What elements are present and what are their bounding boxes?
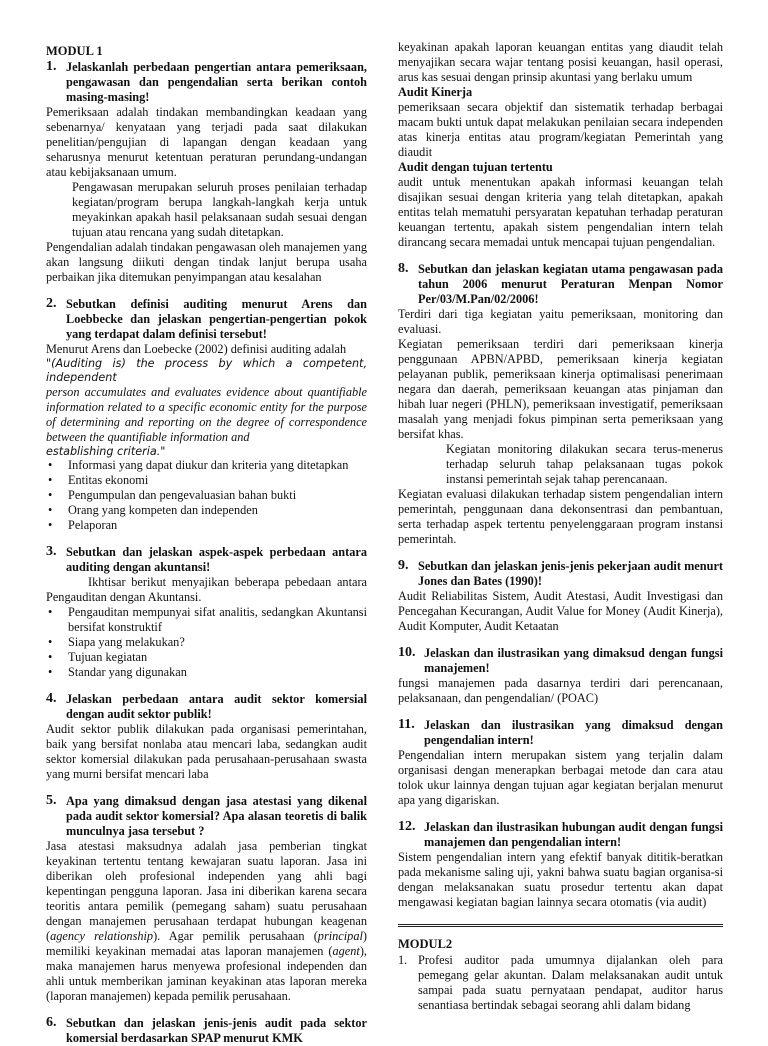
answer-paragraph: Pemeriksaan adalah tindakan membandingkan keadaan yang sebenarnya/ kenyataan yang terjadi pada saat dilakukan penelitian/pengujian di lapangan dengan keadaan yang seharusnya menurut ketentuan peraturan perundang-undangan atau kebijaksanaan umum. [46, 105, 367, 180]
question-number: 9. [398, 558, 409, 573]
answer-text: ). Agar pemilik perusahaan ( [153, 929, 318, 944]
question-number: 12. [398, 819, 416, 834]
list-item: • Informasi yang dapat diukur dan kriteria yang ditetapkan [68, 458, 367, 473]
question-number: 10. [398, 645, 416, 660]
list-item: • Orang yang kompeten dan independen [68, 503, 367, 518]
list-item: • Siapa yang melakukan? [68, 635, 367, 650]
list-item: • Tujuan kegiatan [68, 650, 367, 665]
question-1 [46, 60, 367, 105]
question-11 [398, 718, 723, 748]
answer-paragraph: Kegiatan pemeriksaan terdiri dari pemeriksaan kinerja penggunaan APBN/APBD, pemeriksaan kinerja kegiatan pelayanan publik, pemeriksaan kinerja optimalisasi penerimaan negara dan daerah, pemeriksaan keuangan atas pinjaman dan hibah luar negeri (PHLN), pemeriksaan investigatif, pemeriksaan masalah yang menjadi fokus pimpinan serta pemeriksaan yang bersifat khas. [398, 337, 723, 441]
question-text: Sebutkan dan jelaskan jenis-jenis pekerjaan audit menurt Jones dan Bates (1990)! [418, 559, 723, 588]
list-item [398, 953, 723, 1013]
question-text: Sebutkan definisi auditing menurut Arens dan Loebbecke dan jelaskan pengertian-pengertian pokok yang terdapat dalam definisi tersebut! [66, 297, 367, 342]
question-number: 4. [46, 691, 57, 707]
list-item: • Standar yang digunakan [68, 665, 367, 680]
answer-paragraph: keyakinan apakah laporan keuangan entitas yang diaudit telah menyajikan secara wajar tentang posisi keuangan, hasil operasi, arus kas sesuai dengan prinsip akuntasi yang berlaku umum [398, 40, 723, 84]
question-text: Sebutkan dan jelaskan kegiatan utama pengawasan pada tahun 2006 menurut Peraturan Menpan Nomor Per/03/M.Pan/02/2006! [418, 262, 723, 306]
section-divider [398, 924, 723, 927]
list-item: • Entitas ekonomi [68, 473, 367, 488]
question-3 [46, 545, 367, 575]
answer-paragraph: Audit sektor publik dilakukan pada organisasi pemerintahan, baik yang bersifat nonlaba atau mencari laba, sedangkan audit sektor komersial dilakukan pada perusahaan-perusahaan swasta yang murni bersifat mencari laba [46, 722, 367, 782]
question-number: 3. [46, 544, 57, 560]
question-number: 8. [398, 261, 409, 276]
answer-paragraph: Terdiri dari tiga kegiatan yaitu pemeriksaan, monitoring dan evaluasi. [398, 307, 723, 336]
right-column [398, 40, 723, 1013]
list-item: • Pengauditan mempunyai sifat analitis, sedangkan Akuntansi bersifat konstruktif [68, 605, 367, 635]
question-number: 2. [46, 296, 57, 312]
question-6 [46, 1016, 367, 1046]
question-9 [398, 559, 723, 589]
answer-paragraph: Sistem pengendalian intern yang efektif banyak dititik-beratkan pada mekanisme saling uji, yakni bahwa suatu bagian organisa-si dengan melaksanakan suatu prosedur tertentu akan dapat mengawasi kegiatan bagian lainnya secara otomatis (via audit) [398, 850, 723, 909]
subheading: Audit Kinerja [398, 85, 473, 99]
bullet-list [46, 605, 367, 680]
item-number: 1. [398, 953, 408, 968]
answer-text: Ikhtisar berikut menyajikan beberapa pebedaan antara Pengauditan dengan Akuntansi. [46, 575, 367, 605]
question-text: Jelaskan perbedaan antara audit sektor komersial dengan audit sektor publik! [66, 692, 367, 722]
left-column [46, 40, 367, 1046]
question-text: Jelaskan dan ilustrasikan yang dimaksud dengan pengendalian intern! [424, 718, 723, 747]
answer-paragraph: audit untuk menentukan apakah informasi keuangan telah disajikan sesuai dengan kriteria yang telah ditetapkan, apakah entitas telah mematuhi persyaratan kepatuhan terhadap peraturan keuangan tertentu, apakah sistem pengendalian intern telah dirancang secara memadai untuk mencapai tujuan pengendalian. [398, 175, 723, 249]
question-number: 5. [46, 793, 57, 809]
module-2-title: MODUL2 [398, 937, 453, 951]
answer-text: ), maka manajemen harus menyewa profesional independen dan ahli untuk memberikan jaminan keyakinan atas laporan mereka (laporan manajemen) kepada pemilik perusahaan. [46, 944, 367, 1004]
answer-paragraph: Pengawasan merupakan seluruh proses penilaian terhadap kegiatan/program berupa langkah-langkah kerja untuk meyakinkan apakah hasil pelaksanaan sudah sesuai dengan tujuan atau rencana yang sudah ditetapkan. [72, 180, 367, 240]
answer-paragraph: Kegiatan monitoring dilakukan secara terus-menerus terhadap seluruh tahap pelaksanaan tugas pokok instansi pemerintah sejak tahap perencanaan. [446, 442, 723, 486]
answer-text: Jasa atestasi maksudnya adalah jasa pemberian tingkat keyakinan tertentu tentang kewajaran suatu laporan. Jasa ini diberikan oleh profesional independen yang ahli bagi kepentingan pengguna laporan. Jasa ini diberikan karena secara teoritis antara pemilik (pemegang saham) suatu perusahaan dengan manajemen perusahaan terdapat hubungan keagenan ( [46, 839, 367, 944]
term: agency relationship [50, 929, 154, 944]
question-10 [398, 646, 723, 676]
answer-paragraph [46, 575, 367, 605]
question-number: 6. [46, 1015, 57, 1031]
question-text: Jelaskanlah perbedaan pengertian antara pemeriksaan, pengawasan dan pengendalian serta berikan contoh masing-masing! [66, 60, 367, 105]
item-text: Profesi auditor pada umumnya dijalankan oleh para pemegang gelar akuntan. Dalam melaksanakan audit untuk sampai pada suatu pernyataan pendapat, auditor harus senantiasa bertindak sebagai seorang ahli dalam bidang [418, 953, 723, 1013]
answer-paragraph [46, 839, 367, 1004]
answer-paragraph: fungsi manajemen pada dasarnya terdiri dari perencanaan, pelaksanaan, dan pengendalian/ (POAC) [398, 676, 723, 705]
question-text: Jelaskan dan ilustrasikan hubungan audit dengan fungsi manajemen dan pengendalian intern! [424, 820, 723, 849]
answer-paragraph: Audit Reliabilitas Sistem, Audit Atestasi, Audit Investigasi dan Pencegahan Kecurangan, Audit Value for Money (Audit Kinerja), Audit Komputer, Audit Ketaatan [398, 589, 723, 633]
bullet-list [46, 458, 367, 533]
question-text: Sebutkan dan jelaskan jenis-jenis audit pada sektor komersial berdasarkan SPAP menurut KMK [66, 1016, 367, 1046]
question-5 [46, 794, 367, 839]
question-12 [398, 820, 723, 850]
question-2 [46, 297, 367, 342]
answer-text: ) memiliki keyakinan memadai atas laporan manajemen ( [46, 929, 367, 959]
question-4 [46, 692, 367, 722]
answer-paragraph: Pengendalian intern merupakan sistem yang terjalin dalam organisasi dengan menerapkan berbagai metode dan cara atau tolok ukur lainnya dengan tujuan agar kegiatan berjalan menurut apa yang digariskan. [398, 748, 723, 807]
answer-paragraph: Kegiatan evaluasi dilakukan terhadap sistem pengendalian intern pemerintah, penggunaan dana dekonsentrasi dan pembantuan, serta terhadap aspek tertentu penyelenggaraan program instansi pemerintah. [398, 487, 723, 546]
subheading: Audit dengan tujuan tertentu [398, 160, 553, 174]
quote-line: establishing criteria." [46, 444, 166, 458]
question-8 [398, 262, 723, 307]
question-number: 1. [46, 59, 57, 75]
question-text: Sebutkan dan jelaskan aspek-aspek perbedaan antara auditing dengan akuntansi! [66, 545, 367, 575]
quote-line: "(Auditing is) the process by which a competent, independent [46, 357, 367, 384]
answer-paragraph: Menurut Arens dan Loebecke (2002) definisi auditing adalah [46, 342, 347, 357]
answer-paragraph: pemeriksaan secara objektif dan sistematik terhadap berbagai macam bukti untuk dapat melakukan penilaian secara independen atas kinerja entitas atau program/kegiatan Pemerintah yang diaudit [398, 100, 723, 159]
quote-text: person accumulates and evaluates evidence about quantifiable information related to a specific economic entity for the purpose of determining and reporting on the degree of correspondence between the quantifiable information and [46, 384, 367, 444]
question-text: Apa yang dimaksud dengan jasa atestasi yang dikenal pada audit sektor komersial? Apa alasan teoretis di balik munculnya jasa tersebut ? [66, 794, 367, 839]
term: agent [332, 944, 360, 959]
question-text: Jelaskan dan ilustrasikan yang dimaksud dengan fungsi manajemen! [424, 646, 723, 675]
module-1-title: MODUL 1 [46, 44, 103, 58]
question-number: 11. [398, 717, 415, 732]
list-item: • Pelaporan [68, 518, 367, 533]
list-item: • Pengumpulan dan pengevaluasian bahan bukti [68, 488, 367, 503]
term: principal [317, 929, 363, 944]
answer-paragraph: Pengendalian adalah tindakan pengawasan oleh manajemen yang akan langsung diikuti dengan tindak lanjut berupa usaha perbaikan jika ditemukan penyimpangan atau kesalahan [46, 240, 367, 285]
